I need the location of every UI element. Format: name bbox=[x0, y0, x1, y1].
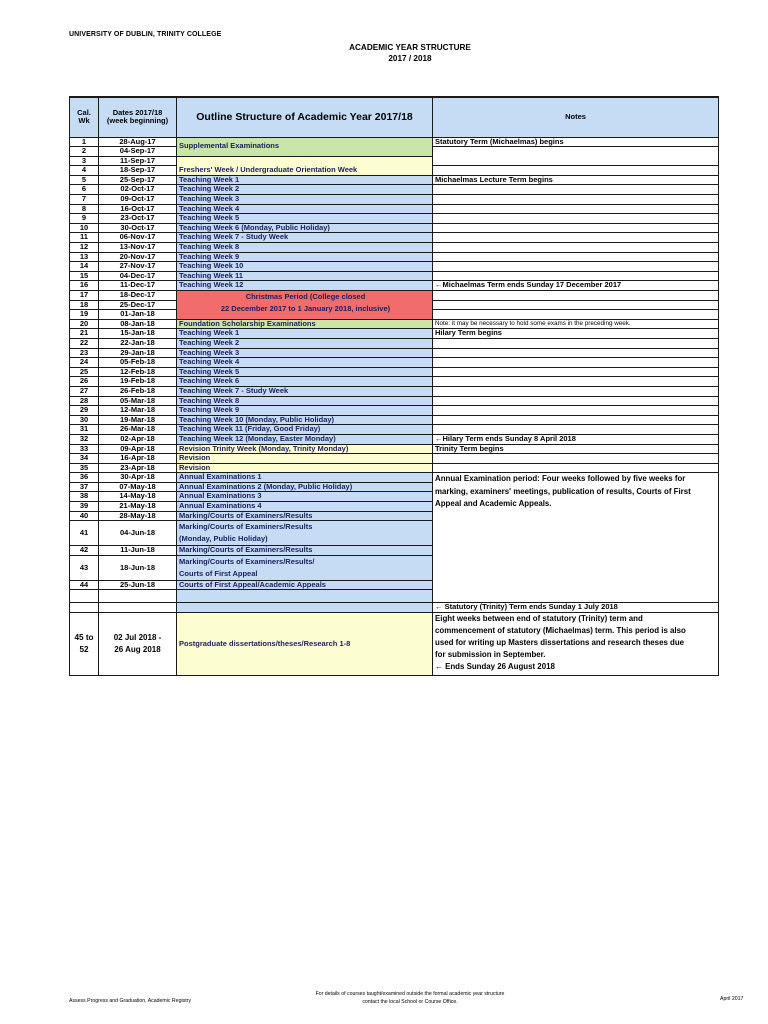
activity-cell: Teaching Week 5 bbox=[177, 367, 433, 377]
activity-cell: Teaching Week 7 - Study Week bbox=[177, 233, 433, 243]
note-cell: Hilary Term begins bbox=[433, 329, 719, 339]
week-date: 25-Jun-18 bbox=[99, 580, 177, 590]
activity-supplemental: Supplemental Examinations bbox=[177, 137, 433, 156]
note-cell bbox=[433, 204, 719, 214]
table-row bbox=[70, 319, 719, 329]
table-row bbox=[70, 243, 719, 253]
activity-cell: Teaching Week 3 bbox=[177, 195, 433, 205]
week-number: 37 bbox=[70, 482, 99, 492]
table-row bbox=[70, 262, 719, 272]
activity-revision: Revision Trinity Week (Monday, Trinity Monday) bbox=[177, 444, 433, 454]
week-number: 7 bbox=[70, 195, 99, 205]
activity-cell: Marking/Courts of Examiners/Results bbox=[177, 511, 433, 521]
header-row bbox=[70, 97, 719, 137]
week-date: 16-Apr-18 bbox=[99, 454, 177, 464]
week-date: 28-Aug-17 bbox=[99, 137, 177, 147]
week-number: 35 bbox=[70, 463, 99, 473]
activity-cell: Teaching Week 6 (Monday, Public Holiday) bbox=[177, 223, 433, 233]
note-cell: ← Statutory (Trinity) Term ends Sunday 1 July 2018 bbox=[433, 603, 719, 613]
table-row bbox=[70, 137, 719, 147]
table-row bbox=[70, 463, 719, 473]
note-cell bbox=[433, 415, 719, 425]
week-number: 43 bbox=[70, 555, 99, 580]
note-cell: ←Hilary Term ends Sunday 8 April 2018 bbox=[433, 434, 719, 444]
week-number: 3 bbox=[70, 156, 99, 166]
week-date: 28-May-18 bbox=[99, 511, 177, 521]
table-row bbox=[70, 454, 719, 464]
note-cell bbox=[433, 310, 719, 320]
note-cell: Statutory Term (Michaelmas) begins bbox=[433, 137, 719, 147]
table-row bbox=[70, 415, 719, 425]
week-date: 05-Feb-18 bbox=[99, 358, 177, 368]
week-date: 23-Oct-17 bbox=[99, 214, 177, 224]
week-number: 22 bbox=[70, 338, 99, 348]
table-row bbox=[70, 329, 719, 339]
col-header-notes: Notes bbox=[433, 97, 719, 137]
activity-cell: Marking/Courts of Examiners/Results (Monday, Public Holiday) bbox=[177, 521, 433, 546]
week-date: 23-Apr-18 bbox=[99, 463, 177, 473]
week-number: 18 bbox=[70, 300, 99, 310]
table-row bbox=[70, 603, 719, 613]
week-date: 04-Sep-17 bbox=[99, 147, 177, 157]
note-cell bbox=[433, 166, 719, 176]
week-date: 15-Jan-18 bbox=[99, 329, 177, 339]
note-cell bbox=[433, 454, 719, 464]
table-row bbox=[70, 214, 719, 224]
activity-cell: Teaching Week 2 bbox=[177, 338, 433, 348]
table-row bbox=[70, 338, 719, 348]
week-number: 34 bbox=[70, 454, 99, 464]
week-number: 27 bbox=[70, 386, 99, 396]
activity-cell: Annual Examinations 3 bbox=[177, 492, 433, 502]
year-line: 2017 / 2018 bbox=[388, 54, 432, 63]
note-cell bbox=[433, 291, 719, 301]
table-row bbox=[70, 367, 719, 377]
table-row bbox=[70, 175, 719, 185]
week-date: 19-Feb-18 bbox=[99, 377, 177, 387]
week-date: 04-Dec-17 bbox=[99, 271, 177, 281]
table-row bbox=[70, 406, 719, 416]
col-header-cal-wk: Cal. Wk bbox=[70, 97, 99, 137]
week-date: 25-Sep-17 bbox=[99, 175, 177, 185]
activity-christmas-period: Christmas Period (College closed 22 December 2017 to 1 January 2018, inclusive) bbox=[177, 291, 433, 320]
week-number: 41 bbox=[70, 521, 99, 546]
week-date: 18-Dec-17 bbox=[99, 291, 177, 301]
week-number: 31 bbox=[70, 425, 99, 435]
week-date: 22-Jan-18 bbox=[99, 338, 177, 348]
note-cell bbox=[433, 396, 719, 406]
week-number: 5 bbox=[70, 175, 99, 185]
activity-cell: Teaching Week 10 bbox=[177, 262, 433, 272]
activity-cell: Teaching Week 1 bbox=[177, 175, 433, 185]
activity-cell: Teaching Week 8 bbox=[177, 243, 433, 253]
table-row bbox=[70, 396, 719, 406]
week-date: 18-Sep-17 bbox=[99, 166, 177, 176]
week-date: 09-Apr-18 bbox=[99, 444, 177, 454]
week-number: 44 bbox=[70, 580, 99, 590]
week-number: 10 bbox=[70, 223, 99, 233]
week-date: 12-Feb-18 bbox=[99, 367, 177, 377]
week-number: 1 bbox=[70, 137, 99, 147]
week-number: 39 bbox=[70, 502, 99, 512]
activity-freshers-week bbox=[177, 156, 433, 175]
week-date: 07-May-18 bbox=[99, 482, 177, 492]
week-number: 12 bbox=[70, 243, 99, 253]
activity-revision: Revision bbox=[177, 454, 433, 464]
activity-cell: Teaching Week 4 bbox=[177, 358, 433, 368]
activity-cell: Teaching Week 11 (Friday, Good Friday) bbox=[177, 425, 433, 435]
activity-cell bbox=[177, 603, 433, 613]
note-cell bbox=[433, 348, 719, 358]
week-number: 21 bbox=[70, 329, 99, 339]
week-number: 20 bbox=[70, 319, 99, 329]
note-cell bbox=[433, 262, 719, 272]
week-number: 16 bbox=[70, 281, 99, 291]
week-date: 02-Oct-17 bbox=[99, 185, 177, 195]
week-number: 19 bbox=[70, 310, 99, 320]
week-date: 11-Dec-17 bbox=[99, 281, 177, 291]
week-number: 33 bbox=[70, 444, 99, 454]
table-row bbox=[70, 281, 719, 291]
note-cell bbox=[433, 185, 719, 195]
note-cell bbox=[433, 300, 719, 310]
table-row bbox=[70, 233, 719, 243]
activity-cell: Teaching Week 2 bbox=[177, 185, 433, 195]
activity-revision: Revision bbox=[177, 463, 433, 473]
week-number: 36 bbox=[70, 473, 99, 483]
col-header-dates: Dates 2017/18 (week beginning) bbox=[99, 97, 177, 137]
week-number bbox=[70, 590, 99, 603]
activity-cell: Teaching Week 9 bbox=[177, 252, 433, 262]
col-header-outline: Outline Structure of Academic Year 2017/18 bbox=[177, 97, 433, 137]
activity-cell: Teaching Week 12 (Monday, Easter Monday) bbox=[177, 434, 433, 444]
week-number: 40 bbox=[70, 511, 99, 521]
week-number: 32 bbox=[70, 434, 99, 444]
footer-registry: Assess Progress and Graduation, Academic Registry bbox=[69, 998, 191, 1004]
week-date: 27-Nov-17 bbox=[99, 262, 177, 272]
week-date bbox=[99, 603, 177, 613]
note-cell: Trinity Term begins bbox=[433, 444, 719, 454]
activity-foundation-scholarship: Foundation Scholarship Examinations bbox=[177, 319, 433, 329]
week-date: 20-Nov-17 bbox=[99, 252, 177, 262]
week-number: 26 bbox=[70, 377, 99, 387]
week-date: 18-Jun-18 bbox=[99, 555, 177, 580]
week-number: 42 bbox=[70, 546, 99, 556]
note-summer-period: Eight weeks between end of statutory (Trinity) term and commencement of statutory (Michaelmas) term. This period is also used for writing up Masters dissertations and research theses due for submission in September. ← Ends Sunday 26 August 2018 bbox=[433, 613, 719, 676]
activity-cell: Teaching Week 4 bbox=[177, 204, 433, 214]
week-number: 6 bbox=[70, 185, 99, 195]
week-date: 12-Mar-18 bbox=[99, 406, 177, 416]
week-date: 05-Mar-18 bbox=[99, 396, 177, 406]
table-row bbox=[70, 434, 719, 444]
note-cell bbox=[433, 195, 719, 205]
week-date: 30-Oct-17 bbox=[99, 223, 177, 233]
week-date: 26-Feb-18 bbox=[99, 386, 177, 396]
week-date: 26-Mar-18 bbox=[99, 425, 177, 435]
week-date: 25-Dec-17 bbox=[99, 300, 177, 310]
table-row bbox=[70, 223, 719, 233]
week-date: 02-Apr-18 bbox=[99, 434, 177, 444]
note-annual-exam-period: Annual Examination period: Four weeks followed by five weeks for marking, examiners' meetings, publication of results, Courts of First Appeal and Academic Appeals. bbox=[433, 473, 719, 603]
week-number bbox=[70, 603, 99, 613]
week-date: 01-Jan-18 bbox=[99, 310, 177, 320]
week-number: 8 bbox=[70, 204, 99, 214]
table-row bbox=[70, 444, 719, 454]
table-row bbox=[70, 348, 719, 358]
table-row-summer bbox=[70, 613, 719, 676]
table-row bbox=[70, 271, 719, 281]
week-number: 24 bbox=[70, 358, 99, 368]
activity-cell: Teaching Week 12 bbox=[177, 281, 433, 291]
note-cell: ←Michaelmas Term ends Sunday 17 December 2017 bbox=[433, 281, 719, 291]
table-row bbox=[70, 291, 719, 301]
note-cell bbox=[433, 358, 719, 368]
week-date: 13-Nov-17 bbox=[99, 243, 177, 253]
activity-cell: Teaching Week 6 bbox=[177, 377, 433, 387]
activity-cell: Teaching Week 1 bbox=[177, 329, 433, 339]
note-cell bbox=[433, 252, 719, 262]
table-row bbox=[70, 204, 719, 214]
week-number: 28 bbox=[70, 396, 99, 406]
activity-cell: Annual Examinations 1 bbox=[177, 473, 433, 483]
note-cell bbox=[433, 223, 719, 233]
footer-line-1: For details of courses taught/examined outside the formal academic year structure bbox=[315, 991, 505, 997]
week-number: 11 bbox=[70, 233, 99, 243]
footer-date: April 2017 bbox=[720, 996, 744, 1002]
week-number: 25 bbox=[70, 367, 99, 377]
note-cell: Note: it may be necessary to hold some exams in the preceding week. bbox=[433, 319, 719, 329]
note-cell bbox=[433, 425, 719, 435]
week-date: 11-Jun-18 bbox=[99, 546, 177, 556]
document-title bbox=[0, 42, 768, 64]
activity-freshers-week-label: Freshers' Week / Undergraduate Orientation Week bbox=[179, 165, 358, 175]
note-cell bbox=[433, 463, 719, 473]
footer-course-details bbox=[0, 990, 768, 1006]
week-date: 09-Oct-17 bbox=[99, 195, 177, 205]
title-line: ACADEMIC YEAR STRUCTURE bbox=[349, 43, 471, 52]
activity-cell: Teaching Week 8 bbox=[177, 396, 433, 406]
week-date: 30-Apr-18 bbox=[99, 473, 177, 483]
activity-cell: Teaching Week 10 (Monday, Public Holiday) bbox=[177, 415, 433, 425]
week-number: 30 bbox=[70, 415, 99, 425]
activity-cell bbox=[177, 590, 433, 603]
activity-cell: Teaching Week 5 bbox=[177, 214, 433, 224]
week-number: 23 bbox=[70, 348, 99, 358]
week-number: 2 bbox=[70, 147, 99, 157]
week-date: 04-Jun-18 bbox=[99, 521, 177, 546]
activity-cell: Teaching Week 7 - Study Week bbox=[177, 386, 433, 396]
week-date: 08-Jan-18 bbox=[99, 319, 177, 329]
activity-postgraduate: Postgraduate dissertations/theses/Research 1-8 bbox=[177, 613, 433, 676]
week-number: 17 bbox=[70, 291, 99, 301]
week-date: 19-Mar-18 bbox=[99, 415, 177, 425]
week-date: 06-Nov-17 bbox=[99, 233, 177, 243]
activity-cell: Marking/Courts of Examiners/Results/ Courts of First Appeal bbox=[177, 555, 433, 580]
note-cell bbox=[433, 386, 719, 396]
week-date: 16-Oct-17 bbox=[99, 204, 177, 214]
table-row bbox=[70, 386, 719, 396]
note-cell bbox=[433, 406, 719, 416]
table-row bbox=[70, 358, 719, 368]
activity-cell: Teaching Week 9 bbox=[177, 406, 433, 416]
note-cell bbox=[433, 338, 719, 348]
note-cell bbox=[433, 367, 719, 377]
activity-cell: Teaching Week 11 bbox=[177, 271, 433, 281]
academic-year-table bbox=[69, 96, 718, 788]
week-date: 02 Jul 2018 - 26 Aug 2018 bbox=[99, 613, 177, 676]
week-date: 11-Sep-17 bbox=[99, 156, 177, 166]
table-row bbox=[70, 185, 719, 195]
week-number: 29 bbox=[70, 406, 99, 416]
table-row bbox=[70, 195, 719, 205]
table-row bbox=[70, 425, 719, 435]
week-date bbox=[99, 590, 177, 603]
week-date: 29-Jan-18 bbox=[99, 348, 177, 358]
activity-cell: Courts of First Appeal/Academic Appeals bbox=[177, 580, 433, 590]
table-row bbox=[70, 473, 719, 483]
footer-line-2: contact the local School or Course Office. bbox=[362, 999, 458, 1005]
week-number: 4 bbox=[70, 166, 99, 176]
note-cell bbox=[433, 233, 719, 243]
note-cell bbox=[433, 214, 719, 224]
note-cell: Michaelmas Lecture Term begins bbox=[433, 175, 719, 185]
week-number: 15 bbox=[70, 271, 99, 281]
week-number: 38 bbox=[70, 492, 99, 502]
table-row bbox=[70, 252, 719, 262]
week-date: 14-May-18 bbox=[99, 492, 177, 502]
week-number: 9 bbox=[70, 214, 99, 224]
activity-cell: Annual Examinations 2 (Monday, Public Holiday) bbox=[177, 482, 433, 492]
week-number: 45 to 52 bbox=[70, 613, 99, 676]
activity-cell: Teaching Week 3 bbox=[177, 348, 433, 358]
week-number: 14 bbox=[70, 262, 99, 272]
activity-cell: Marking/Courts of Examiners/Results bbox=[177, 546, 433, 556]
note-cell bbox=[433, 147, 719, 166]
note-cell bbox=[433, 377, 719, 387]
university-name: UNIVERSITY OF DUBLIN, TRINITY COLLEGE bbox=[69, 31, 222, 38]
week-date: 21-May-18 bbox=[99, 502, 177, 512]
note-cell bbox=[433, 243, 719, 253]
note-cell bbox=[433, 271, 719, 281]
week-number: 13 bbox=[70, 252, 99, 262]
activity-cell: Annual Examinations 4 bbox=[177, 502, 433, 512]
table-row bbox=[70, 377, 719, 387]
